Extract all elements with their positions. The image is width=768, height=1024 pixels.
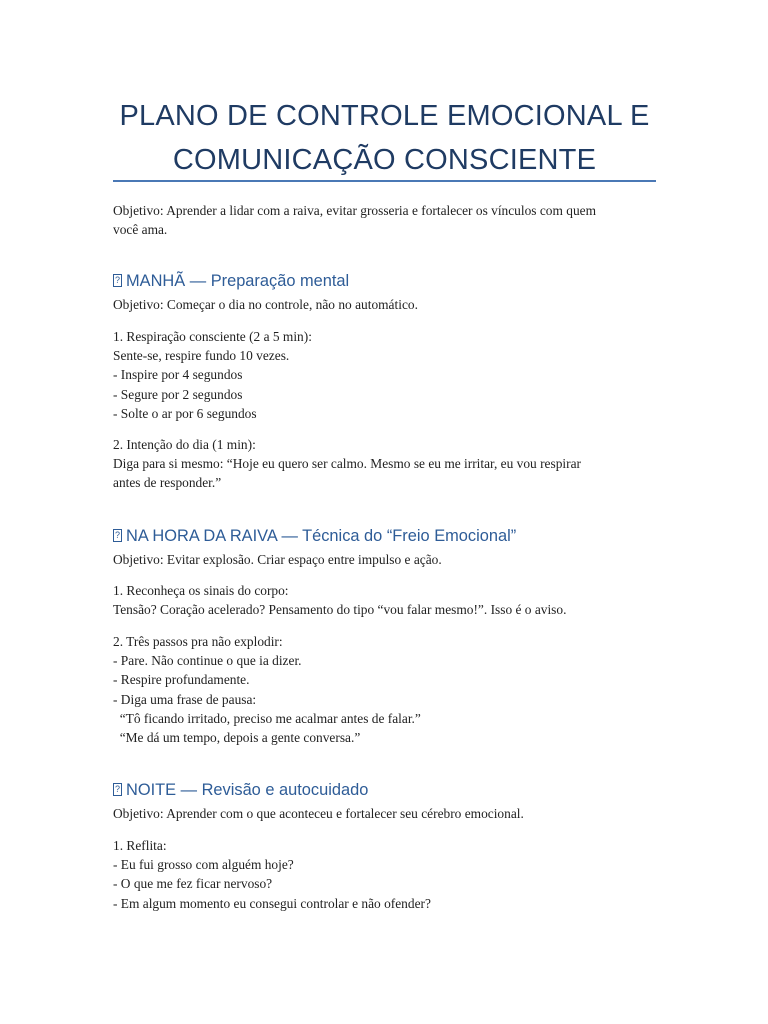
list-item: 2. Intenção do dia (1 min):: [113, 437, 256, 452]
anger-block-steps: [113, 632, 656, 747]
list-item: - Em algum momento eu consegui controlar e não ofender?: [113, 895, 431, 911]
list-item: - Inspire por 4 segundos: [113, 367, 243, 383]
morning-block-intention: [113, 435, 656, 493]
list-item: - Pare. Não continue o que ia dizer.: [113, 653, 302, 669]
morning-block-breathing: [113, 327, 656, 423]
list-item: Tensão? Coração acelerado? Pensamento do tipo “vou falar mesmo!”. Isso é o aviso.: [113, 602, 567, 618]
list-item: “Tô ficando irritado, preciso me acalmar antes de falar.”: [113, 710, 421, 726]
intro-line: Objetivo: Aprender a lidar com a raiva, evitar grosseria e fortalecer os vínculos com quem: [113, 203, 596, 218]
night-block-reflect: [113, 836, 656, 913]
objective-line: Objetivo: Evitar explosão. Criar espaço entre impulso e ação.: [113, 552, 442, 567]
list-item: 2. Três passos pra não explodir:: [113, 634, 283, 649]
list-item: - Diga uma frase de pausa:: [113, 691, 257, 707]
list-item: - Eu fui grosso com alguém hoje?: [113, 857, 294, 873]
heading-anger-text: NA HORA DA RAIVA — Técnica do “Freio Emocional”: [126, 527, 517, 545]
missing-emoji-icon: [113, 274, 122, 287]
list-item: Diga para si mesmo: “Hoje eu quero ser calmo. Mesmo se eu me irritar, eu vou respirar: [113, 456, 581, 472]
list-item: antes de responder.”: [113, 475, 222, 491]
heading-night: [113, 779, 656, 801]
heading-morning-text: MANHÃ — Preparação mental: [126, 272, 350, 290]
title-line-1: PLANO DE CONTROLE EMOCIONAL E: [119, 100, 650, 132]
missing-emoji-icon: [113, 783, 122, 796]
heading-anger: [113, 525, 656, 547]
list-item: - Solte o ar por 6 segundos: [113, 405, 257, 421]
intro-paragraph: [113, 201, 656, 239]
list-item: Sente-se, respire fundo 10 vezes.: [113, 348, 290, 364]
anger-objective: [113, 550, 656, 569]
page-title: [113, 94, 656, 182]
morning-objective: [113, 295, 656, 314]
title-line-2: COMUNICAÇÃO CONSCIENTE: [172, 144, 597, 176]
missing-emoji-icon: [113, 529, 122, 542]
list-item: 1. Reconheça os sinais do corpo:: [113, 583, 289, 598]
list-item: - Segure por 2 segundos: [113, 386, 243, 402]
heading-night-text: NOITE — Revisão e autocuidado: [126, 781, 369, 799]
night-objective: [113, 804, 656, 823]
anger-block-signals: [113, 581, 656, 619]
intro-line: você ama.: [113, 222, 168, 238]
list-item: 1. Reflita:: [113, 838, 167, 853]
list-item: - Respire profundamente.: [113, 672, 250, 688]
objective-line: Objetivo: Aprender com o que aconteceu e fortalecer seu cérebro emocional.: [113, 806, 524, 821]
list-item: - O que me fez ficar nervoso?: [113, 876, 273, 892]
title-underline: [113, 180, 656, 182]
heading-morning: [113, 270, 656, 292]
list-item: 1. Respiração consciente (2 a 5 min):: [113, 329, 312, 344]
list-item: “Me dá um tempo, depois a gente conversa.”: [113, 730, 361, 746]
objective-line: Objetivo: Começar o dia no controle, não no automático.: [113, 297, 418, 312]
